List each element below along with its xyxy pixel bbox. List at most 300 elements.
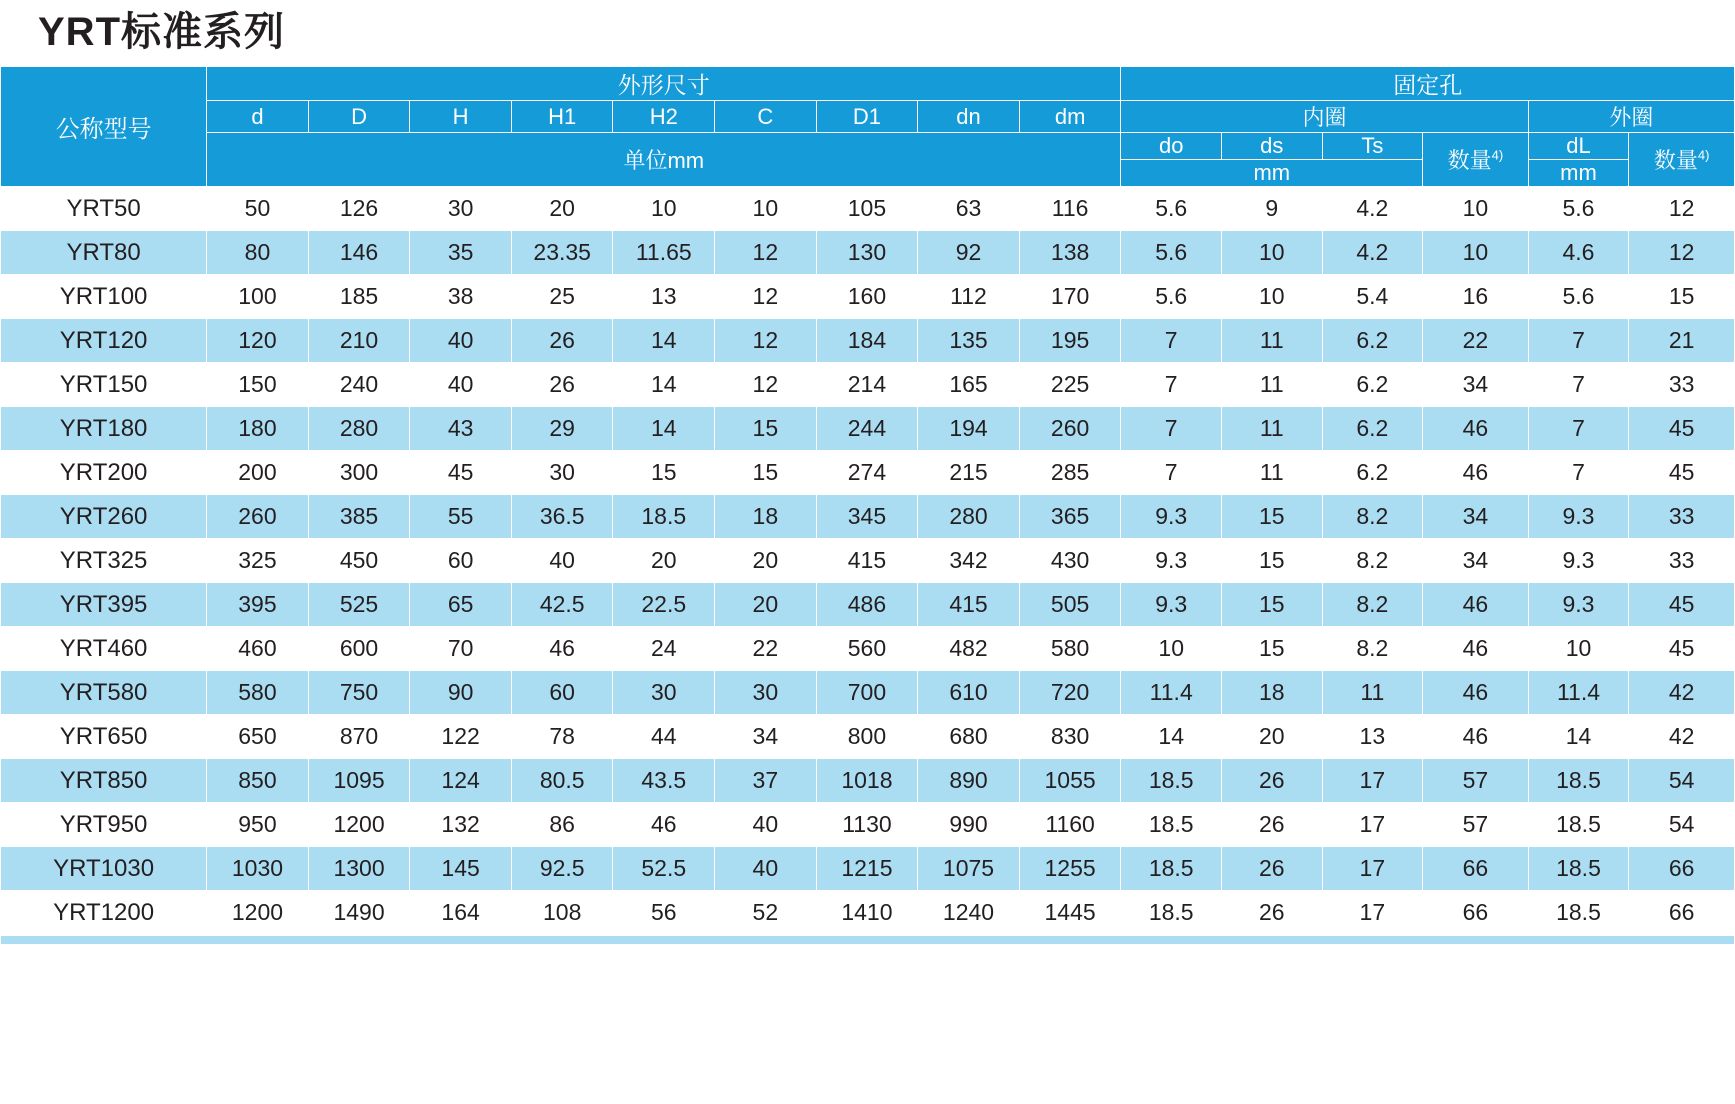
cell-value: 54: [1629, 803, 1735, 847]
cell-model: YRT180: [1, 407, 207, 451]
cell-value: 214: [816, 363, 918, 407]
cell-value: 57: [1423, 803, 1529, 847]
cell-value: 6.2: [1322, 363, 1423, 407]
cell-value: 18: [1221, 671, 1322, 715]
table-row: [1, 891, 1735, 935]
cell-value: 8.2: [1322, 539, 1423, 583]
cell-value: 55: [410, 495, 512, 539]
cell-value: 45: [1629, 451, 1735, 495]
cell-value: 34: [1423, 539, 1529, 583]
cell-value: 6.2: [1322, 407, 1423, 451]
cell-value: 1445: [1019, 891, 1121, 935]
cell-value: 34: [1423, 495, 1529, 539]
cell-value: 10: [1528, 627, 1629, 671]
cell-value: 12: [715, 319, 817, 363]
table-head: [1, 67, 1735, 187]
table-row: [1, 231, 1735, 275]
header-col-dn: dn: [918, 101, 1020, 133]
cell-value: 126: [308, 187, 410, 231]
cell-value: 10: [1221, 275, 1322, 319]
cell-value: 50: [207, 187, 309, 231]
cell-value: 86: [511, 803, 613, 847]
table-row: [1, 187, 1735, 231]
cell-value: 280: [308, 407, 410, 451]
cell-value: 5.6: [1121, 231, 1222, 275]
cell-value: 8.2: [1322, 583, 1423, 627]
cell-value: 40: [715, 803, 817, 847]
cell-value: 124: [410, 759, 512, 803]
cell-value: 20: [715, 539, 817, 583]
cell-value: 285: [1019, 451, 1121, 495]
cell-value: 274: [816, 451, 918, 495]
cell-value: 46: [1423, 671, 1529, 715]
cell-value: 78: [511, 715, 613, 759]
cell-value: 5.6: [1528, 275, 1629, 319]
cell-value: 42: [1629, 671, 1735, 715]
cell-value: 11.4: [1121, 671, 1222, 715]
cell-value: 12: [715, 363, 817, 407]
cell-value: 4.2: [1322, 231, 1423, 275]
cell-value: 145: [410, 847, 512, 891]
cell-value: 116: [1019, 187, 1121, 231]
table-row: [1, 275, 1735, 319]
cell-model: YRT325: [1, 539, 207, 583]
cell-value: 26: [1221, 759, 1322, 803]
cell-value: 26: [1221, 803, 1322, 847]
cell-value: 750: [308, 671, 410, 715]
table-row: [1, 627, 1735, 671]
table-row: [1, 803, 1735, 847]
cell-value: 33: [1629, 539, 1735, 583]
cell-value: 300: [308, 451, 410, 495]
cell-value: 194: [918, 407, 1020, 451]
cell-value: 46: [1423, 583, 1529, 627]
cell-value: 56: [613, 891, 715, 935]
cell-value: 16: [1423, 275, 1529, 319]
spec-table: [0, 66, 1735, 935]
cell-value: 890: [918, 759, 1020, 803]
cell-model: YRT650: [1, 715, 207, 759]
cell-value: 37: [715, 759, 817, 803]
cell-value: 15: [613, 451, 715, 495]
cell-value: 10: [613, 187, 715, 231]
table-row: [1, 539, 1735, 583]
header-row-groups: [1, 67, 1735, 101]
cell-value: 52.5: [613, 847, 715, 891]
cell-value: 34: [715, 715, 817, 759]
cell-value: 42: [1629, 715, 1735, 759]
cell-value: 1018: [816, 759, 918, 803]
cell-value: 9.3: [1121, 583, 1222, 627]
cell-value: 1410: [816, 891, 918, 935]
cell-value: 10: [1221, 231, 1322, 275]
cell-value: 17: [1322, 759, 1423, 803]
cell-value: 33: [1629, 363, 1735, 407]
cell-value: 24: [613, 627, 715, 671]
cell-value: 1095: [308, 759, 410, 803]
cell-value: 395: [207, 583, 309, 627]
cell-value: 46: [1423, 451, 1529, 495]
cell-value: 66: [1423, 891, 1529, 935]
cell-value: 215: [918, 451, 1020, 495]
cell-value: 415: [918, 583, 1020, 627]
cell-value: 700: [816, 671, 918, 715]
cell-value: 6.2: [1322, 451, 1423, 495]
cell-value: 9.3: [1121, 539, 1222, 583]
cell-value: 18.5: [1121, 891, 1222, 935]
cell-value: 225: [1019, 363, 1121, 407]
cell-value: 7: [1528, 407, 1629, 451]
cell-value: 17: [1322, 891, 1423, 935]
cell-value: 40: [715, 847, 817, 891]
header-col-C: C: [715, 101, 817, 133]
cell-value: 57: [1423, 759, 1529, 803]
cell-value: 122: [410, 715, 512, 759]
table-row: [1, 363, 1735, 407]
cell-value: 66: [1629, 891, 1735, 935]
cell-value: 1200: [308, 803, 410, 847]
cell-value: 15: [715, 407, 817, 451]
cell-value: 92.5: [511, 847, 613, 891]
cell-value: 260: [207, 495, 309, 539]
cell-value: 1240: [918, 891, 1020, 935]
cell-value: 34: [1423, 363, 1529, 407]
cell-value: 43.5: [613, 759, 715, 803]
cell-value: 4.2: [1322, 187, 1423, 231]
cell-value: 43: [410, 407, 512, 451]
cell-value: 15: [1629, 275, 1735, 319]
cell-value: 14: [613, 407, 715, 451]
header-subgroup-inner: 内圈: [1121, 101, 1528, 133]
cell-value: 7: [1121, 363, 1222, 407]
cell-model: YRT100: [1, 275, 207, 319]
cell-model: YRT120: [1, 319, 207, 363]
cell-model: YRT80: [1, 231, 207, 275]
table-row: [1, 583, 1735, 627]
cell-value: 18.5: [1528, 847, 1629, 891]
cell-value: 46: [1423, 407, 1529, 451]
cell-value: 10: [1423, 187, 1529, 231]
table-bottom-cut: [0, 935, 1735, 945]
cell-model: YRT260: [1, 495, 207, 539]
cell-value: 260: [1019, 407, 1121, 451]
cell-value: 42.5: [511, 583, 613, 627]
cell-value: 7: [1528, 451, 1629, 495]
cell-value: 15: [1221, 495, 1322, 539]
cell-value: 325: [207, 539, 309, 583]
cell-value: 18.5: [1121, 803, 1222, 847]
header-unit-outer: mm: [1528, 160, 1629, 187]
cell-value: 17: [1322, 847, 1423, 891]
header-col-D: D: [308, 101, 410, 133]
cell-value: 18.5: [1528, 759, 1629, 803]
header-group-outline: 外形尺寸: [207, 67, 1121, 101]
cell-value: 130: [816, 231, 918, 275]
cell-value: 580: [1019, 627, 1121, 671]
cell-value: 38: [410, 275, 512, 319]
cell-value: 146: [308, 231, 410, 275]
table-row: [1, 407, 1735, 451]
cell-value: 5.6: [1528, 187, 1629, 231]
table-row: [1, 451, 1735, 495]
cell-value: 720: [1019, 671, 1121, 715]
header-col-Ts: Ts: [1322, 133, 1423, 160]
cell-value: 40: [511, 539, 613, 583]
cell-value: 66: [1629, 847, 1735, 891]
cell-value: 800: [816, 715, 918, 759]
cell-model: YRT1030: [1, 847, 207, 891]
header-col-H2: H2: [613, 101, 715, 133]
cell-value: 11.4: [1528, 671, 1629, 715]
cell-value: 18: [715, 495, 817, 539]
cell-value: 80: [207, 231, 309, 275]
cell-value: 29: [511, 407, 613, 451]
cell-value: 160: [816, 275, 918, 319]
table-row: [1, 671, 1735, 715]
cell-value: 33: [1629, 495, 1735, 539]
cell-value: 18.5: [1528, 891, 1629, 935]
cell-value: 20: [511, 187, 613, 231]
cell-value: 4.6: [1528, 231, 1629, 275]
cell-value: 36.5: [511, 495, 613, 539]
cell-value: 138: [1019, 231, 1121, 275]
cell-model: YRT1200: [1, 891, 207, 935]
cell-value: 25: [511, 275, 613, 319]
cell-value: 1030: [207, 847, 309, 891]
cell-value: 195: [1019, 319, 1121, 363]
cell-value: 12: [1629, 231, 1735, 275]
cell-value: 610: [918, 671, 1020, 715]
cell-value: 365: [1019, 495, 1121, 539]
cell-value: 450: [308, 539, 410, 583]
table-body: [1, 187, 1735, 935]
cell-value: 14: [1121, 715, 1222, 759]
cell-value: 22.5: [613, 583, 715, 627]
cell-value: 22: [715, 627, 817, 671]
header-subgroup-outer: 外圈: [1528, 101, 1734, 133]
outer-qty-sup: 4): [1697, 147, 1710, 163]
header-col-dm: dm: [1019, 101, 1121, 133]
cell-value: 165: [918, 363, 1020, 407]
header-row-subcols: [1, 101, 1735, 133]
cell-value: 7: [1528, 319, 1629, 363]
cell-value: 90: [410, 671, 512, 715]
cell-value: 22: [1423, 319, 1529, 363]
cell-value: 460: [207, 627, 309, 671]
cell-value: 1255: [1019, 847, 1121, 891]
cell-value: 120: [207, 319, 309, 363]
cell-value: 525: [308, 583, 410, 627]
table-row: [1, 759, 1735, 803]
cell-value: 5.6: [1121, 275, 1222, 319]
cell-value: 26: [511, 363, 613, 407]
cell-model: YRT460: [1, 627, 207, 671]
cell-value: 184: [816, 319, 918, 363]
header-group-fixing: 固定孔: [1121, 67, 1735, 101]
cell-value: 650: [207, 715, 309, 759]
cell-value: 30: [511, 451, 613, 495]
cell-value: 46: [613, 803, 715, 847]
cell-value: 9.3: [1528, 495, 1629, 539]
cell-value: 45: [410, 451, 512, 495]
cell-value: 80.5: [511, 759, 613, 803]
cell-value: 240: [308, 363, 410, 407]
header-col-ds: ds: [1221, 133, 1322, 160]
cell-value: 150: [207, 363, 309, 407]
cell-value: 185: [308, 275, 410, 319]
cell-value: 15: [1221, 583, 1322, 627]
cell-value: 30: [410, 187, 512, 231]
cell-model: YRT150: [1, 363, 207, 407]
header-unit-outline: 单位mm: [207, 133, 1121, 187]
cell-value: 1160: [1019, 803, 1121, 847]
cell-value: 12: [715, 231, 817, 275]
cell-value: 11: [1221, 363, 1322, 407]
cell-value: 135: [918, 319, 1020, 363]
cell-value: 385: [308, 495, 410, 539]
cell-value: 26: [1221, 847, 1322, 891]
cell-value: 415: [816, 539, 918, 583]
cell-value: 21: [1629, 319, 1735, 363]
cell-value: 482: [918, 627, 1020, 671]
cell-value: 14: [1528, 715, 1629, 759]
cell-value: 15: [1221, 539, 1322, 583]
header-col-inner-qty: [1423, 133, 1529, 187]
inner-qty-sup: 4): [1491, 147, 1504, 163]
cell-value: 26: [1221, 891, 1322, 935]
cell-value: 60: [410, 539, 512, 583]
cell-value: 342: [918, 539, 1020, 583]
cell-value: 9: [1221, 187, 1322, 231]
header-col-do: do: [1121, 133, 1222, 160]
cell-value: 14: [613, 319, 715, 363]
header-col-outer-qty: [1629, 133, 1735, 187]
cell-value: 13: [1322, 715, 1423, 759]
cell-value: 20: [1221, 715, 1322, 759]
cell-value: 20: [613, 539, 715, 583]
header-model: 公称型号: [1, 67, 207, 187]
cell-value: 7: [1121, 407, 1222, 451]
cell-value: 10: [1423, 231, 1529, 275]
cell-value: 17: [1322, 803, 1423, 847]
cell-value: 5.4: [1322, 275, 1423, 319]
cell-value: 105: [816, 187, 918, 231]
cell-value: 46: [1423, 627, 1529, 671]
cell-value: 850: [207, 759, 309, 803]
cell-value: 10: [715, 187, 817, 231]
cell-value: 486: [816, 583, 918, 627]
header-col-D1: D1: [816, 101, 918, 133]
cell-value: 430: [1019, 539, 1121, 583]
cell-value: 9.3: [1528, 583, 1629, 627]
cell-value: 680: [918, 715, 1020, 759]
cell-value: 990: [918, 803, 1020, 847]
table-row: [1, 495, 1735, 539]
cell-value: 7: [1121, 319, 1222, 363]
cell-value: 40: [410, 363, 512, 407]
cell-value: 18.5: [1121, 759, 1222, 803]
cell-value: 35: [410, 231, 512, 275]
cell-value: 5.6: [1121, 187, 1222, 231]
cell-value: 92: [918, 231, 1020, 275]
cell-value: 560: [816, 627, 918, 671]
cell-value: 60: [511, 671, 613, 715]
inner-qty-label: 数量: [1447, 148, 1492, 173]
cell-value: 1490: [308, 891, 410, 935]
header-row-units: [1, 133, 1735, 160]
cell-value: 20: [715, 583, 817, 627]
cell-value: 950: [207, 803, 309, 847]
cell-value: 9.3: [1121, 495, 1222, 539]
cell-value: 11: [1221, 451, 1322, 495]
cell-value: 1215: [816, 847, 918, 891]
cell-value: 164: [410, 891, 512, 935]
cell-value: 15: [1221, 627, 1322, 671]
cell-value: 11: [1221, 407, 1322, 451]
cell-value: 7: [1121, 451, 1222, 495]
table-row: [1, 715, 1735, 759]
cell-value: 11: [1221, 319, 1322, 363]
cell-value: 70: [410, 627, 512, 671]
header-col-dL: dL: [1528, 133, 1629, 160]
cell-value: 52: [715, 891, 817, 935]
cell-value: 18.5: [1528, 803, 1629, 847]
cell-value: 13: [613, 275, 715, 319]
cell-value: 345: [816, 495, 918, 539]
cell-value: 15: [715, 451, 817, 495]
cell-value: 66: [1423, 847, 1529, 891]
cell-value: 40: [410, 319, 512, 363]
page-title: YRT标准系列: [38, 10, 285, 54]
cell-value: 1200: [207, 891, 309, 935]
cell-value: 1075: [918, 847, 1020, 891]
cell-value: 505: [1019, 583, 1121, 627]
cell-value: 100: [207, 275, 309, 319]
cell-value: 200: [207, 451, 309, 495]
cell-value: 112: [918, 275, 1020, 319]
cell-value: 280: [918, 495, 1020, 539]
cell-model: YRT850: [1, 759, 207, 803]
cell-value: 108: [511, 891, 613, 935]
cell-value: 1130: [816, 803, 918, 847]
cell-value: 23.35: [511, 231, 613, 275]
header-col-d: d: [207, 101, 309, 133]
cell-value: 870: [308, 715, 410, 759]
cell-value: 244: [816, 407, 918, 451]
cell-value: 11: [1322, 671, 1423, 715]
cell-value: 65: [410, 583, 512, 627]
header-unit-inner: mm: [1121, 160, 1423, 187]
cell-model: YRT395: [1, 583, 207, 627]
cell-value: 14: [613, 363, 715, 407]
cell-value: 210: [308, 319, 410, 363]
cell-value: 1055: [1019, 759, 1121, 803]
cell-value: 7: [1528, 363, 1629, 407]
cell-model: YRT50: [1, 187, 207, 231]
cell-value: 170: [1019, 275, 1121, 319]
cell-value: 10: [1121, 627, 1222, 671]
cell-value: 180: [207, 407, 309, 451]
cell-value: 44: [613, 715, 715, 759]
cell-value: 9.3: [1528, 539, 1629, 583]
cell-value: 12: [715, 275, 817, 319]
cell-value: 45: [1629, 583, 1735, 627]
table-row: [1, 847, 1735, 891]
cell-value: 132: [410, 803, 512, 847]
header-col-H1: H1: [511, 101, 613, 133]
cell-value: 580: [207, 671, 309, 715]
cell-value: 8.2: [1322, 627, 1423, 671]
